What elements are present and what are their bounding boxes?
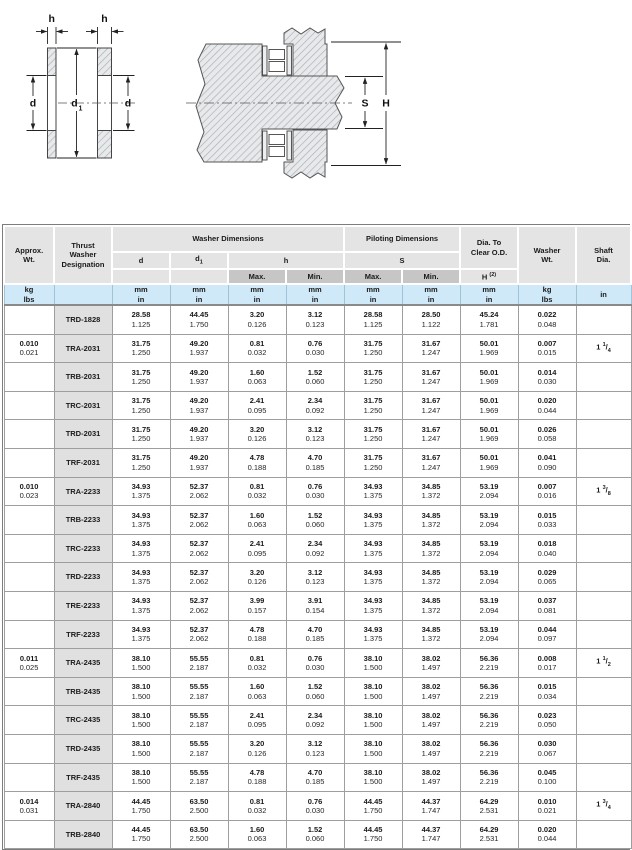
d1-cell: 52.37 2.062 [170, 477, 228, 506]
col-header-d: d [112, 252, 170, 269]
approx-wt-cell [4, 677, 54, 706]
approx-wt-cell [4, 706, 54, 735]
h-clear-cell: 50.01 1.969 [460, 420, 518, 449]
d-label-left: d [29, 97, 37, 110]
s-min-cell: 34.85 1.372 [402, 591, 460, 620]
s-max-cell: 38.10 1.500 [344, 649, 402, 678]
table-row [4, 591, 631, 620]
h-clear-cell: 50.01 1.969 [460, 448, 518, 477]
col-subheader-empty [170, 269, 228, 284]
s-max-cell: 34.93 1.375 [344, 563, 402, 592]
h-max-cell: 1.60 0.063 [228, 363, 286, 392]
s-max-cell: 34.93 1.375 [344, 534, 402, 563]
unit-shaft-dia: in [576, 284, 631, 305]
shaft-dia-cell: 1 $^3/_4$ [576, 792, 631, 821]
table-row [4, 506, 631, 535]
d1-cell: 49.20 1.937 [170, 448, 228, 477]
s-max-cell: 34.93 1.375 [344, 506, 402, 535]
col-header-shaft-dia: Shaft Dia. [576, 226, 631, 284]
h-max-cell: 2.41 0.095 [228, 391, 286, 420]
shaft-dia-cell [576, 706, 631, 735]
s-max-cell: 31.75 1.250 [344, 334, 402, 363]
h-clear-cell: 53.19 2.094 [460, 506, 518, 535]
d1-cell: 55.55 2.187 [170, 734, 228, 763]
spec-table-frame [2, 224, 630, 850]
shaft-dia-cell [576, 391, 631, 420]
approx-wt-cell [4, 420, 54, 449]
col-header-d1: $d_1$ [170, 252, 228, 269]
h-clear-cell: 50.01 1.969 [460, 363, 518, 392]
h-min-cell: 0.76 0.030 [286, 334, 344, 363]
designation-cell: TRB-2435 [54, 677, 112, 706]
designation-cell: TRD-2233 [54, 563, 112, 592]
col-subheader-h-max: Max. [228, 269, 286, 284]
table-body [4, 305, 631, 849]
table-row [4, 620, 631, 649]
h-clear-cell: 53.19 2.094 [460, 534, 518, 563]
approx-wt-cell: 0.010 0.023 [4, 477, 54, 506]
d-cell: 31.75 1.250 [112, 391, 170, 420]
washer-wt-cell: 0.018 0.040 [518, 534, 576, 563]
s-max-cell: 31.75 1.250 [344, 391, 402, 420]
s-max-cell: 28.58 1.125 [344, 305, 402, 334]
h-clear-cell: 50.01 1.969 [460, 334, 518, 363]
designation-cell: TRC-2435 [54, 706, 112, 735]
s-min-cell: 38.02 1.497 [402, 649, 460, 678]
h-min-cell: 3.12 0.123 [286, 420, 344, 449]
washer-wt-cell: 0.023 0.050 [518, 706, 576, 735]
bearing-roller [269, 62, 285, 72]
h-clear-cell: 53.19 2.094 [460, 591, 518, 620]
d1-subscript: 1 [78, 105, 83, 113]
col-header-designation: Thrust Washer Designation [54, 226, 112, 284]
s-min-cell: 31.67 1.247 [402, 334, 460, 363]
s-max-cell: 38.10 1.500 [344, 763, 402, 792]
group-header-piloting-dimensions: Piloting Dimensions [344, 226, 460, 252]
group-header-washer-dimensions: Washer Dimensions [112, 226, 344, 252]
bearing-roller [269, 50, 285, 60]
approx-wt-cell [4, 734, 54, 763]
s-min-cell: 34.85 1.372 [402, 534, 460, 563]
h-max-cell: 0.81 0.032 [228, 477, 286, 506]
designation-cell: TRA-2840 [54, 792, 112, 821]
col-subheader-h2: H $^{(2)}$ [460, 269, 518, 284]
h-clear-cell: 56.36 2.219 [460, 734, 518, 763]
s-max-cell: 38.10 1.500 [344, 734, 402, 763]
shaft-dia-cell [576, 506, 631, 535]
unit-d1: mm in [170, 284, 228, 305]
bearing-roller [269, 135, 285, 145]
washer-wt-cell: 0.010 0.021 [518, 792, 576, 821]
shaft-dia-cell [576, 534, 631, 563]
s-max-cell: 34.93 1.375 [344, 591, 402, 620]
designation-cell: TRB-2031 [54, 363, 112, 392]
d-cell: 38.10 1.500 [112, 677, 170, 706]
s-max-cell: 38.10 1.500 [344, 706, 402, 735]
h-clear-cell: 56.36 2.219 [460, 706, 518, 735]
d-cell: 34.93 1.375 [112, 620, 170, 649]
col-header-h: h [228, 252, 344, 269]
d-cell: 44.45 1.750 [112, 792, 170, 821]
shaft-dia-cell [576, 591, 631, 620]
d-cell: 28.58 1.125 [112, 305, 170, 334]
h-min-cell: 3.12 0.123 [286, 305, 344, 334]
designation-cell: TRF-2435 [54, 763, 112, 792]
table-row [4, 363, 631, 392]
h-clear-cell: 45.24 1.781 [460, 305, 518, 334]
s-min-cell: 38.02 1.497 [402, 706, 460, 735]
d-cell: 34.93 1.375 [112, 563, 170, 592]
approx-wt-cell [4, 448, 54, 477]
approx-wt-cell [4, 820, 54, 849]
s-min-cell: 31.67 1.247 [402, 420, 460, 449]
h-clear-cell: 53.19 2.094 [460, 620, 518, 649]
h-max-cell: 3.20 0.126 [228, 734, 286, 763]
h-label-left: h [48, 13, 55, 25]
washer-a-top [48, 48, 57, 76]
d1-cell: 44.45 1.750 [170, 305, 228, 334]
d1-cell: 52.37 2.062 [170, 591, 228, 620]
unit-s-min: mm in [402, 284, 460, 305]
washer-wt-cell: 0.008 0.017 [518, 649, 576, 678]
designation-cell: TRD-1828 [54, 305, 112, 334]
designation-cell: TRD-2435 [54, 734, 112, 763]
washer-wt-cell: 0.037 0.081 [518, 591, 576, 620]
s-max-cell: 38.10 1.500 [344, 677, 402, 706]
approx-wt-cell [4, 620, 54, 649]
approx-wt-cell [4, 391, 54, 420]
h-min-cell: 2.34 0.092 [286, 534, 344, 563]
washer-b-top [98, 48, 112, 76]
s-min-cell: 28.50 1.122 [402, 305, 460, 334]
h-clear-cell: 50.01 1.969 [460, 391, 518, 420]
shaft-dia-cell [576, 734, 631, 763]
h-max-cell: 3.20 0.126 [228, 420, 286, 449]
designation-cell: TRB-2233 [54, 506, 112, 535]
h-min-cell: 4.70 0.185 [286, 763, 344, 792]
s-max-cell: 31.75 1.250 [344, 363, 402, 392]
shaft-dia-cell [576, 620, 631, 649]
designation-cell: TRE-2233 [54, 591, 112, 620]
d-cell: 31.75 1.250 [112, 420, 170, 449]
h-min-cell: 0.76 0.030 [286, 792, 344, 821]
h-clear-cell: 56.36 2.219 [460, 763, 518, 792]
h-min-cell: 1.52 0.060 [286, 820, 344, 849]
s-max-cell: 31.75 1.250 [344, 448, 402, 477]
h-clear-cell: 53.19 2.094 [460, 563, 518, 592]
d1-cell: 49.20 1.937 [170, 391, 228, 420]
col-subheader-empty [112, 269, 170, 284]
h-min-cell: 3.12 0.123 [286, 734, 344, 763]
unit-designation [54, 284, 112, 305]
washer-wt-cell: 0.020 0.044 [518, 820, 576, 849]
washer-a-mid [48, 76, 57, 131]
h-max-cell: 3.20 0.126 [228, 305, 286, 334]
s-min-cell: 38.02 1.497 [402, 734, 460, 763]
approx-wt-cell: 0.010 0.021 [4, 334, 54, 363]
designation-cell: TRF-2233 [54, 620, 112, 649]
d-cell: 38.10 1.500 [112, 763, 170, 792]
washer-a-bottom [48, 131, 57, 159]
h-clear-cell: 64.29 2.531 [460, 792, 518, 821]
s-min-cell: 31.67 1.247 [402, 448, 460, 477]
approx-wt-cell: 0.014 0.031 [4, 792, 54, 821]
d-cell: 34.93 1.375 [112, 506, 170, 535]
s-min-cell: 44.37 1.747 [402, 792, 460, 821]
col-header-dia-to-clear: Dia. To Clear O.D. [460, 226, 518, 269]
unit-h-max: mm in [228, 284, 286, 305]
s-min-cell: 34.85 1.372 [402, 477, 460, 506]
washer-wt-cell: 0.041 0.090 [518, 448, 576, 477]
s-max-cell: 31.75 1.250 [344, 420, 402, 449]
h-min-cell: 4.70 0.185 [286, 448, 344, 477]
h-min-cell: 2.34 0.092 [286, 391, 344, 420]
bearing-washer [263, 46, 268, 75]
approx-wt-cell [4, 563, 54, 592]
h-max-cell: 0.81 0.032 [228, 792, 286, 821]
table-row [4, 448, 631, 477]
washer-wt-cell: 0.015 0.034 [518, 677, 576, 706]
h-clear-cell: 53.19 2.094 [460, 477, 518, 506]
washer-wt-cell: 0.045 0.100 [518, 763, 576, 792]
d1-cell: 55.55 2.187 [170, 649, 228, 678]
approx-wt-cell [4, 763, 54, 792]
h-max-cell: 3.99 0.157 [228, 591, 286, 620]
table-row [4, 305, 631, 334]
table-row [4, 792, 631, 821]
h-min-cell: 3.91 0.154 [286, 591, 344, 620]
col-header-washer-wt: Washer Wt. [518, 226, 576, 284]
units-row-group [4, 284, 631, 305]
s-min-cell: 31.67 1.247 [402, 391, 460, 420]
approx-wt-cell [4, 506, 54, 535]
shaft-dia-cell [576, 677, 631, 706]
d1-cell: 49.20 1.937 [170, 334, 228, 363]
units-row [4, 284, 631, 305]
d1-cell: 63.50 2.500 [170, 820, 228, 849]
shaft-dia-cell [576, 420, 631, 449]
s-max-cell: 44.45 1.750 [344, 792, 402, 821]
s-min-cell: 34.85 1.372 [402, 506, 460, 535]
col-subheader-s-max: Max. [344, 269, 402, 284]
approx-wt-cell [4, 534, 54, 563]
s-min-cell: 38.02 1.497 [402, 677, 460, 706]
d1-cell: 52.37 2.062 [170, 563, 228, 592]
washer-wt-cell: 0.007 0.015 [518, 334, 576, 363]
washer-wt-cell: 0.015 0.033 [518, 506, 576, 535]
d1-cell: 49.20 1.937 [170, 420, 228, 449]
h-max-cell: 2.41 0.095 [228, 534, 286, 563]
table-row [4, 820, 631, 849]
table-row [4, 391, 631, 420]
d1-cell: 49.20 1.937 [170, 363, 228, 392]
d-cell: 34.93 1.375 [112, 591, 170, 620]
h-clear-label: H [382, 97, 390, 110]
d-cell: 34.93 1.375 [112, 477, 170, 506]
s-label: S [361, 97, 369, 110]
table-row [4, 534, 631, 563]
table-row [4, 334, 631, 363]
h-max-cell: 3.20 0.126 [228, 563, 286, 592]
s-min-cell: 34.85 1.372 [402, 563, 460, 592]
h-max-cell: 1.60 0.063 [228, 506, 286, 535]
designation-cell: TRA-2031 [54, 334, 112, 363]
thrust-washer-drawings [0, 0, 632, 224]
shaft-dia-cell [576, 820, 631, 849]
unit-h2: mm in [460, 284, 518, 305]
d1-cell: 52.37 2.062 [170, 620, 228, 649]
designation-cell: TRD-2031 [54, 420, 112, 449]
h-min-cell: 2.34 0.092 [286, 706, 344, 735]
table-row [4, 763, 631, 792]
shaft-dia-cell [576, 563, 631, 592]
h-max-cell: 1.60 0.063 [228, 677, 286, 706]
designation-cell: TRB-2840 [54, 820, 112, 849]
h-min-cell: 3.12 0.123 [286, 563, 344, 592]
washer-wt-cell: 0.007 0.016 [518, 477, 576, 506]
shaft-dia-cell [576, 305, 631, 334]
washer-wt-cell: 0.022 0.048 [518, 305, 576, 334]
s-min-cell: 34.85 1.372 [402, 620, 460, 649]
d-label-right: d [124, 97, 132, 110]
h-max-cell: 4.78 0.188 [228, 763, 286, 792]
table-row [4, 563, 631, 592]
washer-wt-cell: 0.020 0.044 [518, 391, 576, 420]
table-row [4, 706, 631, 735]
s-min-cell: 44.37 1.747 [402, 820, 460, 849]
h-max-cell: 1.60 0.063 [228, 820, 286, 849]
approx-wt-cell [4, 591, 54, 620]
shaft-dia-cell [576, 763, 631, 792]
table-row [4, 734, 631, 763]
d-cell: 44.45 1.750 [112, 820, 170, 849]
d-cell: 31.75 1.250 [112, 448, 170, 477]
h-clear-cell: 56.36 2.219 [460, 649, 518, 678]
shaft-dia-cell: 1 $^3/_8$ [576, 477, 631, 506]
h-max-cell: 0.81 0.032 [228, 334, 286, 363]
shaft-dia-cell [576, 448, 631, 477]
bearing-washer [287, 131, 292, 160]
table-row [4, 420, 631, 449]
bearing-roller [269, 147, 285, 157]
h-min-cell: 4.70 0.185 [286, 620, 344, 649]
d-cell: 38.10 1.500 [112, 734, 170, 763]
unit-washer-wt: kg lbs [518, 284, 576, 305]
col-subheader-h-min: Min. [286, 269, 344, 284]
washer-wt-cell: 0.030 0.067 [518, 734, 576, 763]
unit-s-max: mm in [344, 284, 402, 305]
h-min-cell: 1.52 0.060 [286, 677, 344, 706]
h-max-cell: 0.81 0.032 [228, 649, 286, 678]
d1-cell: 52.37 2.062 [170, 534, 228, 563]
shaft-dia-cell: 1 $^1/_2$ [576, 649, 631, 678]
h-min-cell: 1.52 0.060 [286, 363, 344, 392]
table-row [4, 649, 631, 678]
d-cell: 31.75 1.250 [112, 334, 170, 363]
d1-label: d [71, 97, 78, 110]
d1-cell: 63.50 2.500 [170, 792, 228, 821]
h-max-cell: 2.41 0.095 [228, 706, 286, 735]
s-max-cell: 34.93 1.375 [344, 620, 402, 649]
approx-wt-cell: 0.011 0.025 [4, 649, 54, 678]
washer-wt-cell: 0.029 0.065 [518, 563, 576, 592]
h-label-right: h [101, 13, 108, 25]
d-cell: 38.10 1.500 [112, 649, 170, 678]
col-subheader-s-min: Min. [402, 269, 460, 284]
col-header-approx-wt: Approx. Wt. [4, 226, 54, 284]
unit-h-min: mm in [286, 284, 344, 305]
s-max-cell: 34.93 1.375 [344, 477, 402, 506]
designation-cell: TRF-2031 [54, 448, 112, 477]
table-row [4, 677, 631, 706]
s-min-cell: 38.02 1.497 [402, 763, 460, 792]
table-header [4, 226, 631, 284]
washer-wt-cell: 0.044 0.097 [518, 620, 576, 649]
bearing-washer [263, 131, 268, 160]
washer-wt-cell: 0.014 0.030 [518, 363, 576, 392]
d-cell: 34.93 1.375 [112, 534, 170, 563]
unit-d: mm in [112, 284, 170, 305]
d1-cell: 52.37 2.062 [170, 506, 228, 535]
designation-cell: TRC-2031 [54, 391, 112, 420]
washer-b-bottom [98, 131, 112, 159]
thrust-washer-spec-table [3, 225, 632, 849]
h-min-cell: 0.76 0.030 [286, 649, 344, 678]
h-max-cell: 4.78 0.188 [228, 620, 286, 649]
d-cell: 38.10 1.500 [112, 706, 170, 735]
d1-cell: 55.55 2.187 [170, 706, 228, 735]
designation-cell: TRA-2435 [54, 649, 112, 678]
h-max-cell: 4.78 0.188 [228, 448, 286, 477]
designation-cell: TRA-2233 [54, 477, 112, 506]
designation-cell: TRC-2233 [54, 534, 112, 563]
washer-dimensions [27, 27, 138, 158]
col-header-s: S [344, 252, 460, 269]
washer-wt-cell: 0.026 0.058 [518, 420, 576, 449]
s-min-cell: 31.67 1.247 [402, 363, 460, 392]
table-row [4, 477, 631, 506]
unit-approx-wt: kg lbs [4, 284, 54, 305]
d-cell: 31.75 1.250 [112, 363, 170, 392]
h-clear-cell: 64.29 2.531 [460, 820, 518, 849]
h-clear-cell: 56.36 2.219 [460, 677, 518, 706]
approx-wt-cell [4, 305, 54, 334]
d1-cell: 55.55 2.187 [170, 677, 228, 706]
h-min-cell: 0.76 0.030 [286, 477, 344, 506]
s-max-cell: 44.45 1.750 [344, 820, 402, 849]
bearing-washer [287, 46, 292, 75]
shaft-dia-cell [576, 363, 631, 392]
h-min-cell: 1.52 0.060 [286, 506, 344, 535]
d1-cell: 55.55 2.187 [170, 763, 228, 792]
approx-wt-cell [4, 363, 54, 392]
shaft-dia-cell: 1 $^1/_4$ [576, 334, 631, 363]
